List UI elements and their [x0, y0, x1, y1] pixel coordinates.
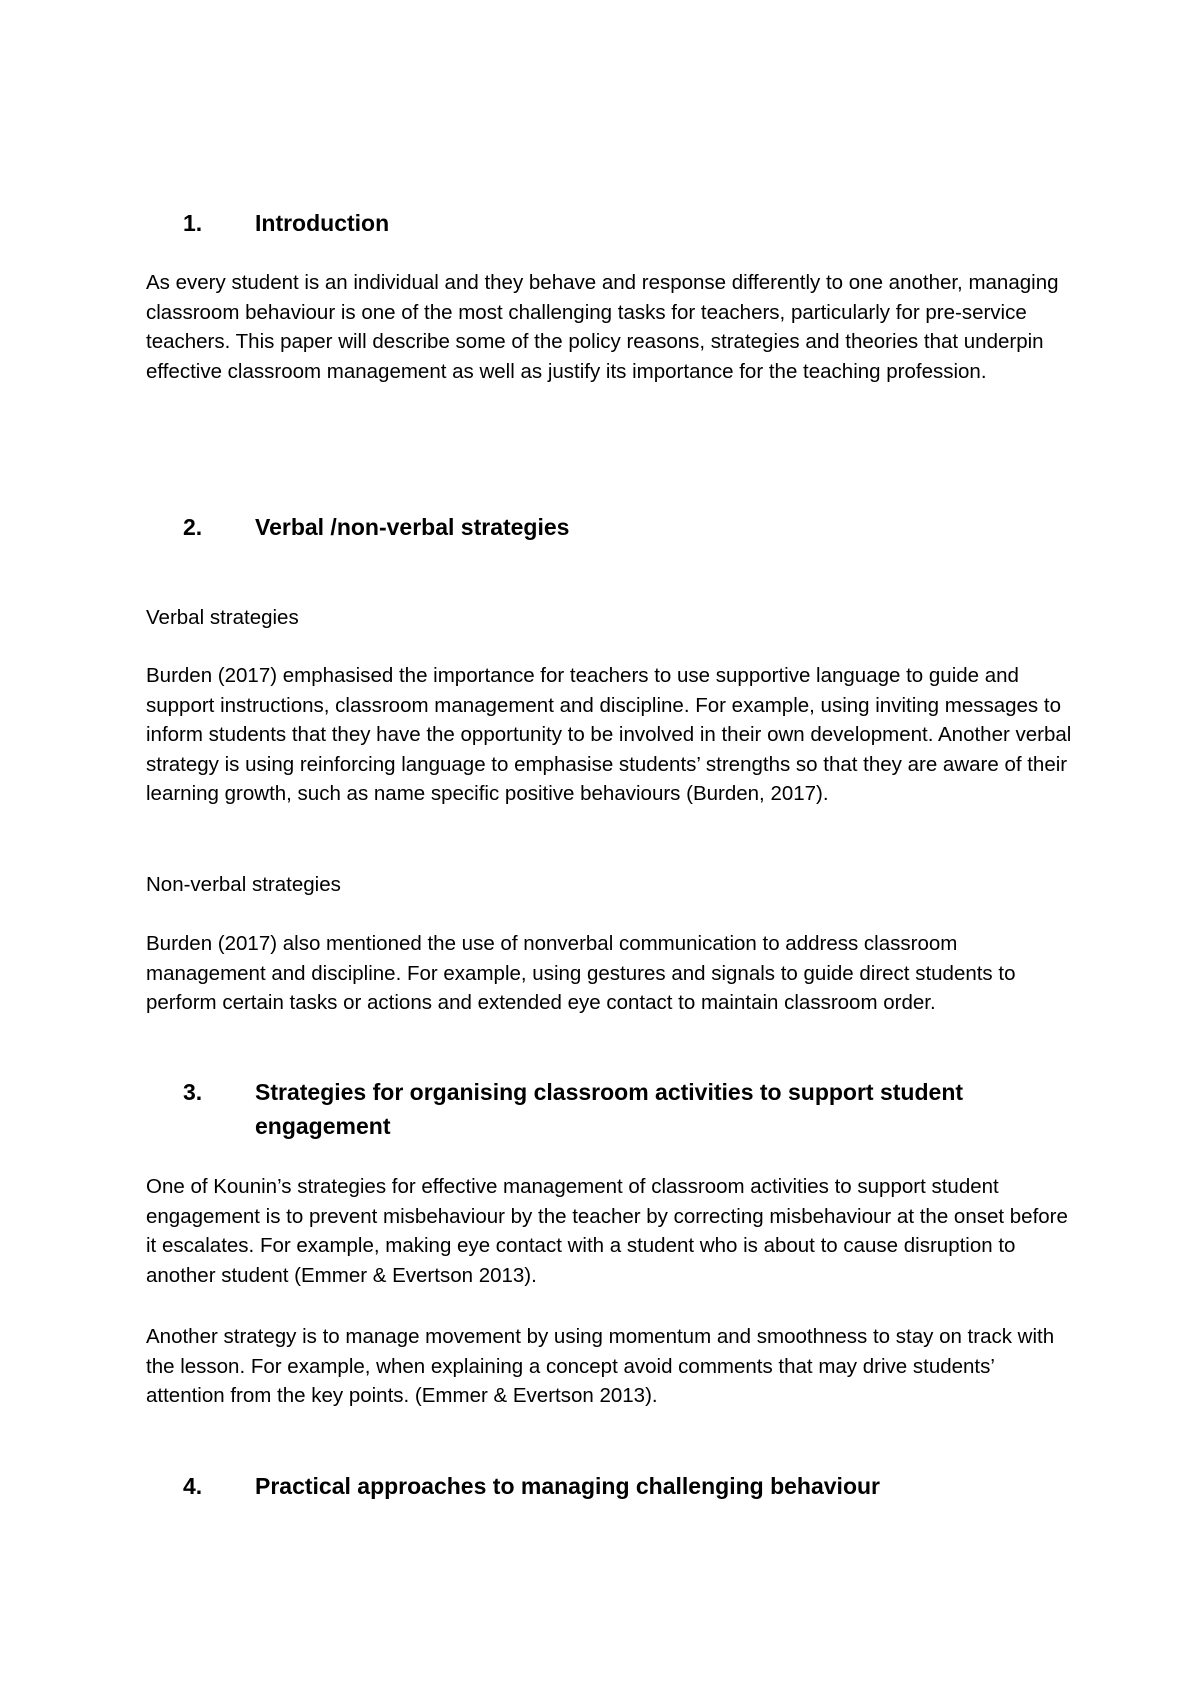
section-1-number: 1. — [183, 210, 203, 236]
section-3-number: 3. — [183, 1079, 203, 1105]
verbal-strategies-paragraph: Burden (2017) emphasised the importance for teachers to use supportive language to guide and support instructions, classroom management and discipline. For example, using inviting messages to inform students that they have the opportunity to be involved in their own development. Another verbal strategy is using reinforcing language to emphasise students’ strengths so that they are aware of their learning growth, such as name specific positive behaviours (Burden, 2017). — [146, 664, 1072, 805]
non-verbal-strategies-subheading: Non-verbal strategies — [146, 873, 341, 896]
section-3-heading — [146, 1075, 1076, 1143]
section-3-title: Strategies for organising classroom activities to support student engagement — [255, 1079, 964, 1139]
section-2-heading — [146, 510, 1076, 544]
section-4-heading — [146, 1469, 1076, 1503]
section-2-title: Verbal /non-verbal strategies — [255, 514, 570, 540]
section-4-title: Practical approaches to managing challenging behaviour — [255, 1473, 880, 1499]
section-1-paragraph: As every student is an individual and they behave and response differently to one another, managing classroom behaviour is one of the most challenging tasks for teachers, particularly for pre-service teachers. This paper will describe some of the policy reasons, strategies and theories that underpin effective classroom management as well as justify its importance for the teaching profession. — [146, 271, 1059, 383]
verbal-strategies-subheading: Verbal strategies — [146, 606, 299, 629]
section-1-heading — [146, 206, 1076, 240]
section-3-paragraph-1: One of Kounin’s strategies for effective management of classroom activities to support student engagement is to prevent misbehaviour by the teacher by correcting misbehaviour at the onset before it escalates. For example, making eye contact with a student who is about to cause disruption to another student (Emmer & Evertson 2013). — [146, 1175, 1068, 1287]
section-1-title: Introduction — [255, 210, 390, 236]
section-2-number: 2. — [183, 514, 203, 540]
non-verbal-strategies-paragraph: Burden (2017) also mentioned the use of nonverbal communication to address classroom management and discipline. For example, using gestures and signals to guide direct students to perform certain tasks or actions and extended eye contact to maintain classroom order. — [146, 932, 1016, 1014]
section-4-number: 4. — [183, 1473, 203, 1499]
section-3-paragraph-2: Another strategy is to manage movement by using momentum and smoothness to stay on track with the lesson. For example, when explaining a concept avoid comments that may drive students’ attention from the key points. (Emmer & Evertson 2013). — [146, 1325, 1055, 1407]
